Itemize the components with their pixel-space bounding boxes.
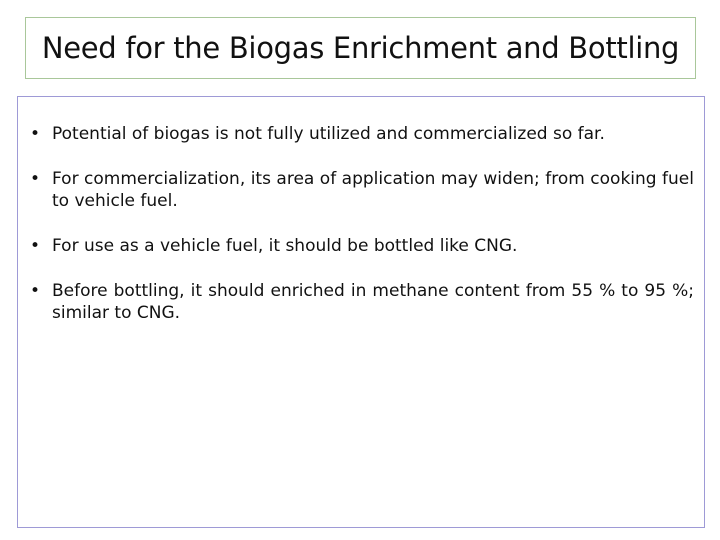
bullet-item — [28, 280, 694, 324]
bullet-text: Potential of biogas is not fully utilized and commercialized so far. — [52, 124, 605, 144]
bullet-icon: • — [29, 281, 41, 301]
bullet-text: Before bottling, it should enriched in methane content from 55 % to 95 %; similar to CNG. — [52, 281, 694, 323]
bullet-icon: • — [29, 169, 41, 189]
slide-title: Need for the Biogas Enrichment and Bottling — [41, 31, 680, 65]
content-frame — [17, 96, 705, 528]
bullet-item — [28, 123, 694, 145]
bullet-icon: • — [29, 124, 41, 144]
bullet-item — [28, 235, 694, 257]
bullet-item — [28, 168, 694, 212]
bullet-text: For use as a vehicle fuel, it should be bottled like CNG. — [52, 236, 518, 256]
bullet-icon: • — [29, 236, 41, 256]
bullet-text: For commercialization, its area of application may widen; from cooking fuel to vehicle fuel. — [52, 169, 694, 211]
bullet-list — [28, 123, 694, 347]
title-frame — [25, 17, 696, 79]
